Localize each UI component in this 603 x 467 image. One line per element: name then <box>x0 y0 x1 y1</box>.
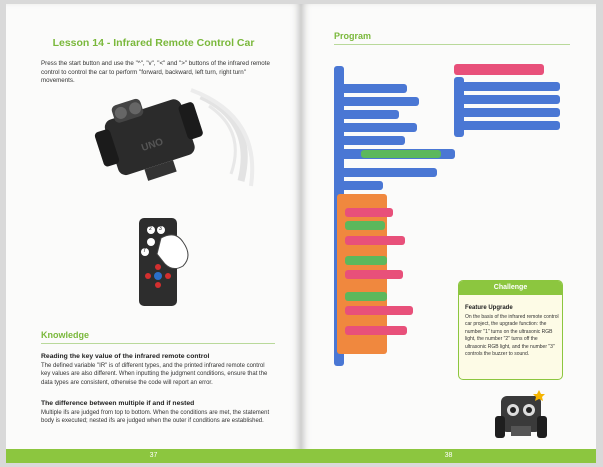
block-row-green <box>345 256 387 265</box>
challenge-label: Challenge <box>459 281 562 295</box>
block-row-pink <box>345 236 405 245</box>
knowledge-heading: Knowledge <box>41 330 90 340</box>
sub1-title: Reading the key value of the infrared remote control <box>41 353 210 360</box>
sub2-title: The difference between multiple if and if nested <box>41 400 195 407</box>
block-row-pink <box>345 270 403 279</box>
block-row-green <box>361 150 441 158</box>
block-row <box>456 108 560 117</box>
left-page <box>6 4 301 463</box>
block-row <box>337 84 407 93</box>
block-row-pink <box>345 306 413 315</box>
car-illustration <box>91 86 261 196</box>
block-row-green <box>345 221 385 230</box>
intro-text: Press the start button and use the "^", "v", "<" and ">" buttons of the infrared remote control to control the car to perform "forward, backward, left turn, right turn" movements. <box>41 60 270 85</box>
program-heading: Program <box>334 31 372 41</box>
block-row <box>337 97 419 106</box>
right-page-footer <box>301 449 596 463</box>
challenge-card <box>458 280 563 380</box>
block-row <box>337 123 417 132</box>
block-row <box>337 168 437 177</box>
block-row <box>456 121 560 130</box>
sub2-text: Multiple ifs are judged from top to bottom. When the conditions are met, the statement body is executed; nested ifs are judged when the outer if conditions are established. <box>41 410 270 425</box>
block-row <box>456 82 560 91</box>
book-spread <box>6 4 597 463</box>
left-page-footer <box>6 449 301 463</box>
page-number-left: 37 <box>149 452 158 459</box>
block-row-pink <box>345 208 393 217</box>
block-row-pink <box>345 326 407 335</box>
remote-illustration <box>131 216 196 311</box>
block-row <box>337 110 399 119</box>
remote-button-3: 3 <box>159 226 162 232</box>
function-block <box>454 64 544 75</box>
remote-button-2: 2 <box>149 226 152 232</box>
challenge-title: Feature Upgrade <box>465 305 513 311</box>
block-row <box>456 95 560 104</box>
robot-illustration <box>491 388 551 446</box>
block-program <box>301 4 596 463</box>
challenge-text: On the basis of the infrared remote control car project, the upgrade function: the number "1" turns on the ultrasonic RGB light, the number "2" turns off the ultrasonic RGB light, and the number "3" controls the buzzer to sound. <box>465 314 559 358</box>
block-row-green <box>345 292 387 301</box>
lesson-title: Lesson 14 - Infrared Remote Control Car <box>52 37 255 49</box>
remote-button-7: 7 <box>143 248 146 254</box>
page-number-right: 38 <box>444 452 453 459</box>
block-row <box>337 181 383 190</box>
sub1-text: The defined variable "IR" is of different types, and the printed infrared remote control key values are also different. When inputting the judgment conditions, ensure that the data types are consistent, otherwise the code will report an error. <box>41 363 268 386</box>
right-page <box>301 4 596 463</box>
svg-text:UNO: UNO <box>140 136 165 154</box>
knowledge-rule <box>41 343 275 344</box>
block-row <box>337 136 405 145</box>
